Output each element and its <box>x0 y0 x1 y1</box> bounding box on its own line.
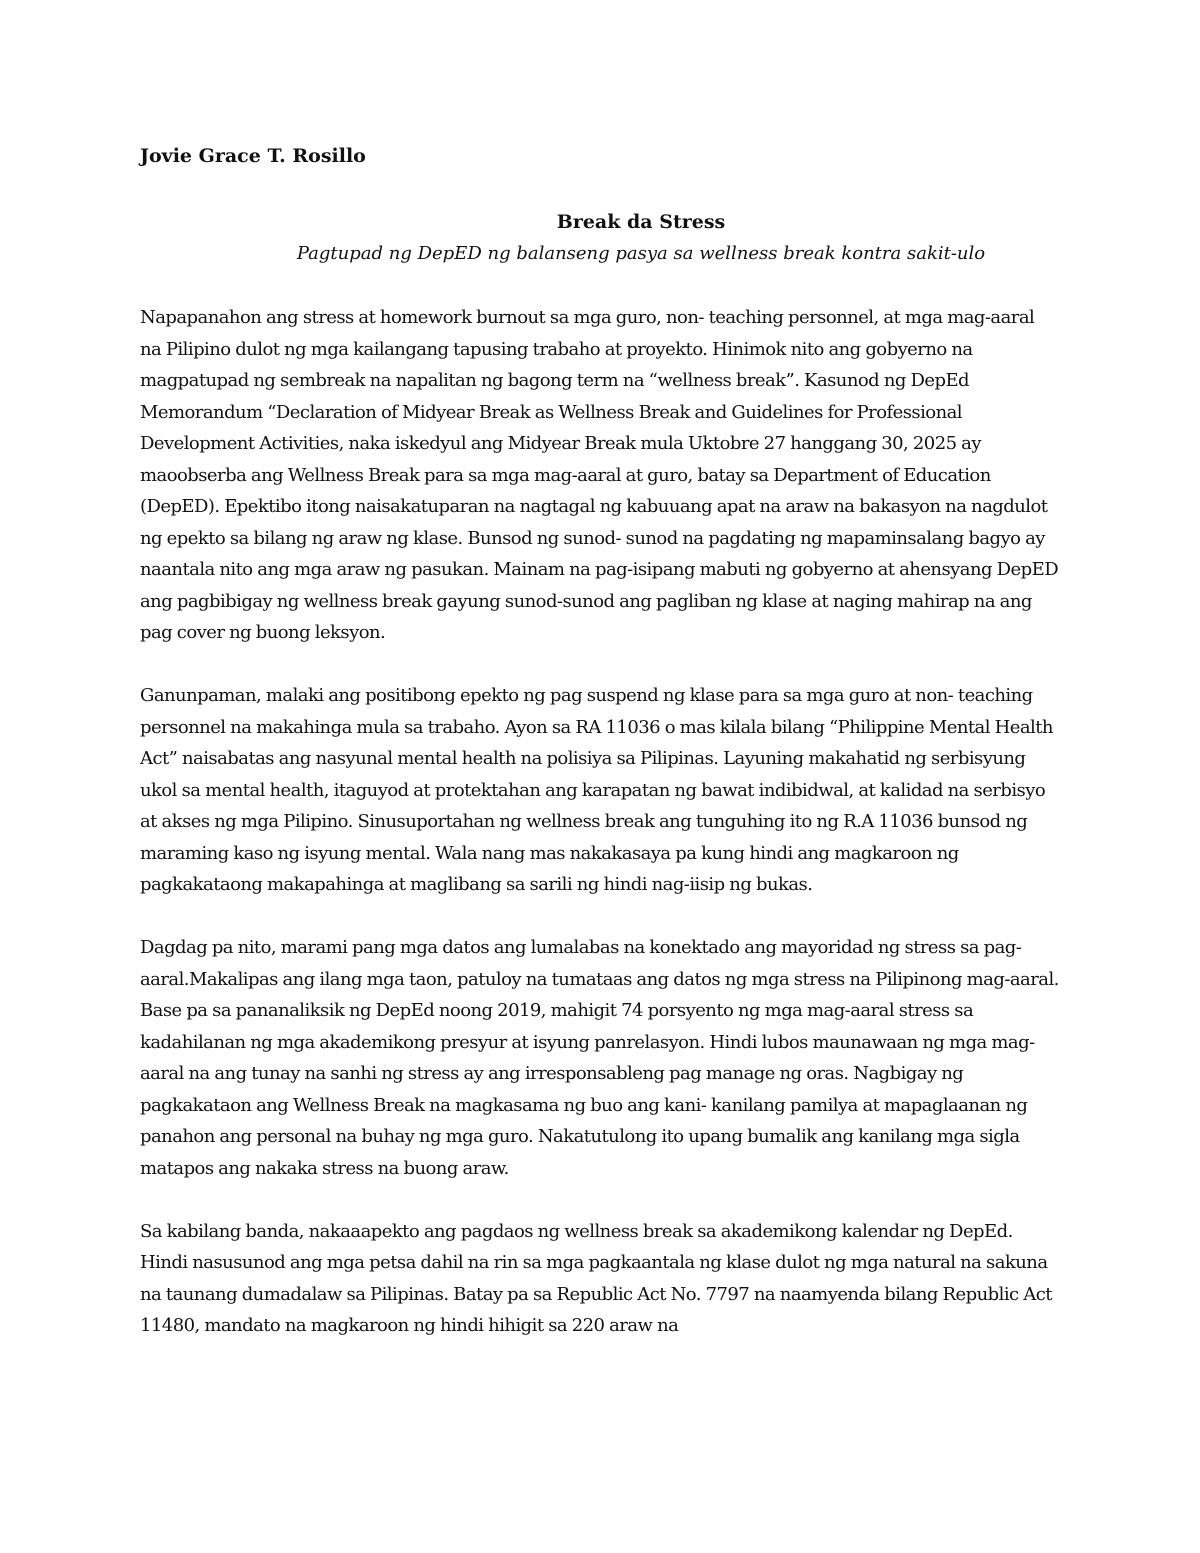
paragraph-1: Napapanahon ang stress at homework burnout sa mga guro, non- teaching personnel, at mga mag-aaral na Pilipino dulot ng mga kailangang tapusing trabaho at proyekto. Hinimok nito ang gobyerno na magpatupad ng sembreak na napalitan ng bagong term na “wellness break”. Kasunod ng DepEd Memorandum “Declaration of Midyear Break as Wellness Break and Guidelines for Professional Development Activities, naka iskedyul ang Midyear Break mula Uktobre 27 hanggang 30, 2025 ay maoobserba ang Wellness Break para sa mga mag-aaral at guro, batay sa Department of Education (DepED). Epektibo itong naisakatuparan na nagtagal ng kabuuang apat na araw na bakasyon na nagdulot ng epekto sa bilang ng araw ng klase. Bunsod ng sunod- sunod na pagdating ng mapaminsalang bagyo ay naantala nito ang mga araw ng pasukan. Mainam na pag-isipang mabuti ng gobyerno at ahensyang DepED ang pagbibigay ng wellness break gayung sunod-sunod ang pagliban ng klase at naging mahirap na ang pag cover ng buong leksyon. <box>140 307 1059 643</box>
paragraph-3: Dagdag pa nito, marami pang mga datos ang lumalabas na konektado ang mayoridad ng stress sa pag-aaral.Makalipas ang ilang mga taon, patuloy na tumataas ang datos ng mga stress na Pilipinong mag-aaral. Base pa sa pananaliksik ng DepEd noong 2019, mahigit 74 porsyento ng mga mag-aaral stress sa kadahilanan ng mga akademikong presyur at isyung panrelasyon. Hindi lubos maunawaan ng mga mag-aaral na ang tunay na sanhi ng stress ay ang irresponsableng pag manage ng oras. Nagbigay ng pagkakataon ang Wellness Break na magkasama ng buo ang kani- kanilang pamilya at mapaglaanan ng panahon ang personal na buhay ng mga guro. Nakatutulong ito upang bumalik ang kanilang mga sigla matapos ang nakaka stress na buong araw. <box>140 937 1059 1179</box>
paragraph-4: Sa kabilang banda, nakaaapekto ang pagdaos ng wellness break sa akademikong kalendar ng DepEd. Hindi nasusunod ang mga petsa dahil na rin sa mga pagkaantala ng klase dulot ng mga natural na sakuna na taunang dumadalaw sa Pilipinas. Batay pa sa Republic Act No. 7797 na naamyenda bilang Republic Act 11480, mandato na magkaroon ng hindi hihigit sa 220 araw na <box>140 1220 1052 1336</box>
essay-subtitle: Pagtupad ng DepED ng balanseng pasya sa wellness break kontra sakit-ulo <box>296 243 986 264</box>
paragraph-2: Ganunpaman, malaki ang positibong epekto ng pag suspend ng klase para sa mga guro at non- teaching personnel na makahinga mula sa trabaho. Ayon sa RA 11036 o mas kilala bilang “Philippine Mental Health Act” naisabatas ang nasyunal mental health na polisiya sa Pilipinas. Layuning makahatid ng serbisyung ukol sa mental health, itaguyod at protektahan ang karapatan ng bawat indibidwal, at kalidad na serbisyo at akses ng mga Pilipino. Sinusuportahan ng wellness break ang tunguhing ito ng R.A 11036 bunsod ng maraming kaso ng isyung mental. Wala nang mas nakakasaya pa kung hindi ang magkaroon ng pagkakataong makapahinga at maglibang sa sarili ng hindi nag-iisip ng bukas. <box>140 685 1053 895</box>
author-name: Jovie Grace T. Rosillo <box>140 145 366 167</box>
essay-title: Break da Stress <box>556 211 726 233</box>
document-page <box>140 140 1060 1373</box>
